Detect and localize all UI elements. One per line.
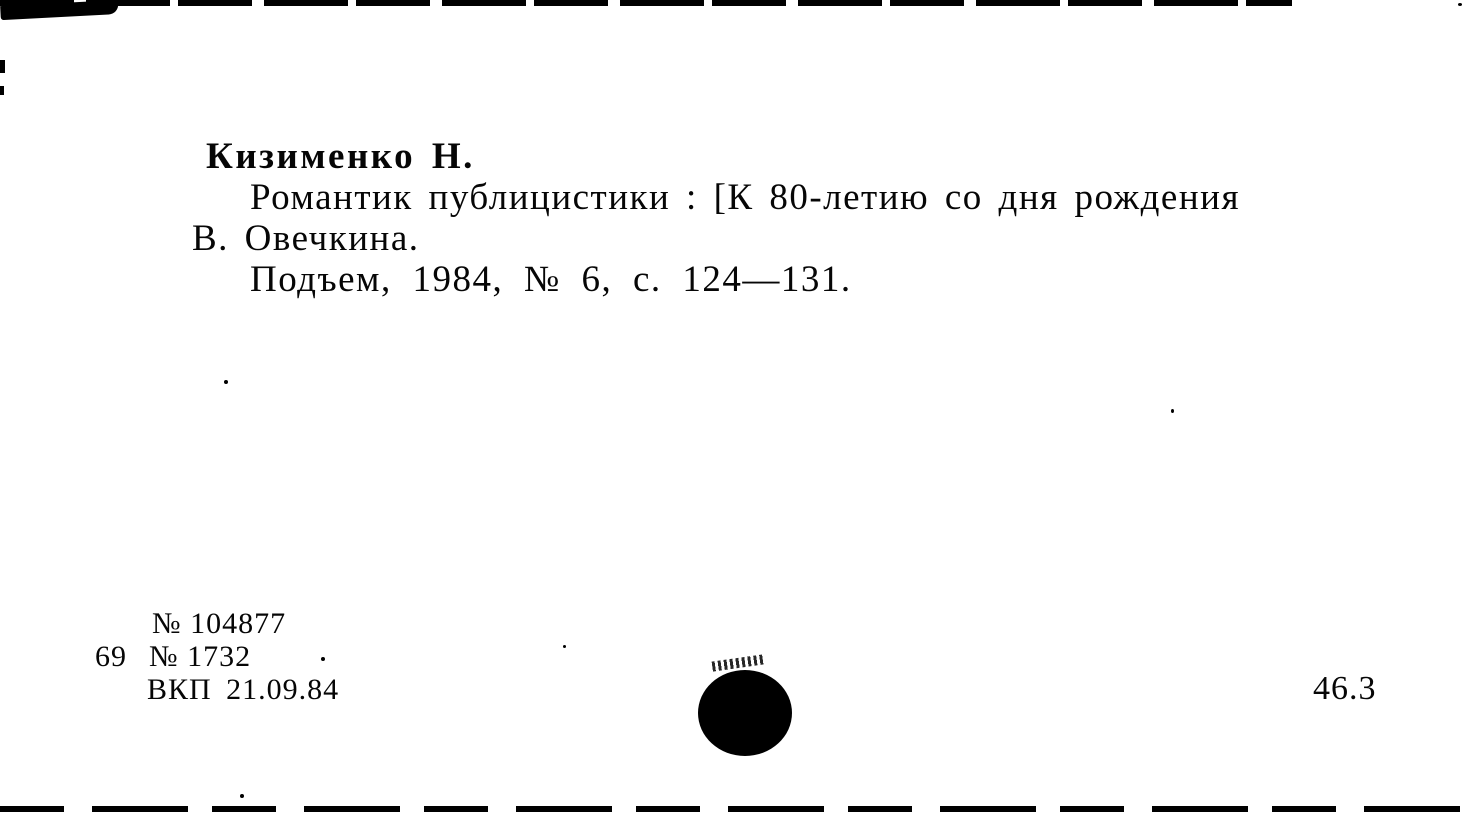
- noise-speck: [1171, 409, 1174, 413]
- bibliographic-entry: [192, 136, 1432, 300]
- accession-number: № 1732: [149, 640, 252, 673]
- edge-speck: [0, 86, 4, 95]
- noise-speck: [1458, 3, 1462, 6]
- stamp-date-line: ВКП 21.09.84: [147, 673, 340, 706]
- accession-stamps: [95, 607, 339, 706]
- top-edge-scan-line: [0, 0, 1292, 6]
- punch-hole-fringe: [712, 654, 765, 671]
- source-citation-line: Подъем, 1984, № 6, с. 124—131.: [250, 259, 852, 300]
- accession-number-line: № 104877: [152, 607, 287, 640]
- title-continuation-line: В. Овечкина.: [192, 218, 420, 259]
- punch-hole: [698, 670, 792, 756]
- title-line: Романтик публицистики : [К 80-летию со дня рождения: [250, 177, 1240, 218]
- classification-number: 46.3: [1313, 670, 1377, 707]
- noise-speck: [240, 794, 244, 798]
- author-heading: Кизименко Н.: [206, 136, 475, 177]
- edge-speck: [0, 60, 5, 73]
- noise-speck: [224, 380, 228, 384]
- noise-speck: [563, 645, 566, 648]
- accession-number-line: [95, 640, 339, 673]
- bottom-edge-scan-line: [0, 806, 1476, 812]
- accession-prefix: 69: [95, 640, 127, 673]
